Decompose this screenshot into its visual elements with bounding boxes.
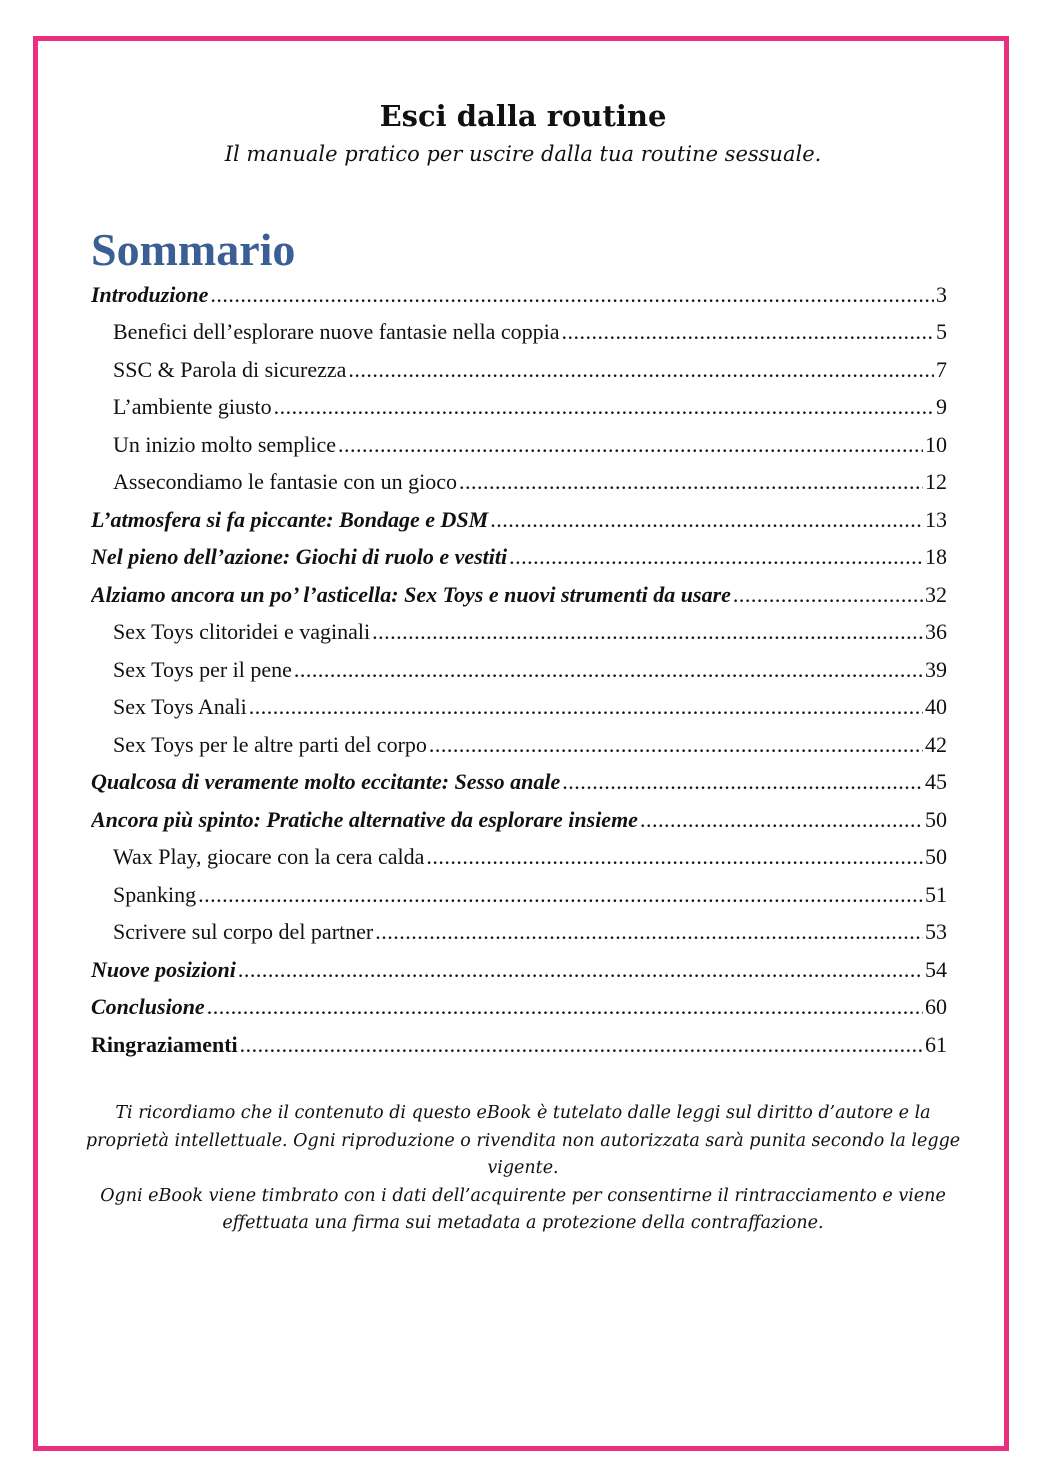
toc-entry-title: L’ambiente giusto bbox=[113, 394, 272, 420]
toc-entry-title: Introduzione bbox=[91, 281, 209, 307]
toc-dot-leader bbox=[274, 393, 934, 421]
toc-entry-title: Sex Toys per le altre parti del corpo bbox=[113, 731, 427, 757]
toc-page-number: 42 bbox=[925, 731, 947, 757]
toc-chapter-entry[interactable] bbox=[91, 1026, 947, 1064]
toc-section-entry[interactable] bbox=[91, 914, 947, 952]
toc-chapter-entry[interactable] bbox=[91, 801, 947, 839]
toc-dot-leader bbox=[338, 431, 923, 459]
book-subtitle: Il manuale pratico per uscire dalla tua routine sessuale. bbox=[224, 142, 822, 166]
toc-section-entry[interactable] bbox=[91, 651, 947, 689]
toc-page-number: 5 bbox=[936, 319, 947, 345]
toc-dot-leader bbox=[459, 468, 923, 496]
book-title: Esci dalla routine bbox=[379, 99, 667, 133]
toc-dot-leader bbox=[562, 768, 923, 796]
toc-dot-leader bbox=[490, 506, 923, 534]
toc-dot-leader bbox=[562, 318, 934, 346]
toc-entry-title: Scrivere sul corpo del partner bbox=[113, 919, 374, 945]
toc-page-number: 13 bbox=[925, 506, 947, 532]
copyright-notice bbox=[80, 1100, 966, 1238]
toc-section-entry[interactable] bbox=[91, 389, 947, 427]
toc-entry-title: Conclusione bbox=[91, 994, 205, 1020]
toc-entry-title: Spanking bbox=[113, 881, 197, 907]
toc-dot-leader bbox=[375, 918, 923, 946]
toc-page-number: 9 bbox=[936, 394, 947, 420]
toc-section-entry[interactable] bbox=[91, 464, 947, 502]
toc-page-number: 45 bbox=[925, 769, 947, 795]
toc-page-number: 10 bbox=[925, 431, 947, 457]
toc-dot-leader bbox=[249, 693, 923, 721]
toc-section-entry[interactable] bbox=[91, 726, 947, 764]
toc-page-number: 53 bbox=[925, 919, 947, 945]
toc-section-entry[interactable] bbox=[91, 689, 947, 727]
table-of-contents bbox=[91, 276, 947, 1064]
toc-section-entry[interactable] bbox=[91, 426, 947, 464]
toc-page-number: 50 bbox=[925, 806, 947, 832]
toc-entry-title: Sex Toys Anali bbox=[113, 694, 247, 720]
tracking-notice-paragraph: Ogni eBook viene timbrato con i dati dell’acquirente per consentirne il rintracciamento e viene effettuata una firma sui metadata a protezione della contraffazione. bbox=[100, 1185, 946, 1233]
toc-entry-title: Qualcosa di veramente molto eccitante: Sesso anale bbox=[91, 769, 561, 795]
toc-entry-title: Ringraziamenti bbox=[91, 1031, 238, 1057]
toc-entry-title: Sex Toys per il pene bbox=[113, 656, 292, 682]
toc-section-entry[interactable] bbox=[91, 314, 947, 352]
toc-chapter-entry[interactable] bbox=[91, 951, 947, 989]
toc-entry-title: Un inizio molto semplice bbox=[113, 431, 337, 457]
toc-page-number: 12 bbox=[925, 469, 947, 495]
toc-dot-leader bbox=[733, 581, 923, 609]
toc-page-number: 61 bbox=[925, 1031, 947, 1057]
toc-dot-leader bbox=[238, 956, 923, 984]
toc-page-number: 3 bbox=[936, 281, 947, 307]
toc-chapter-entry[interactable] bbox=[91, 576, 947, 614]
toc-dot-leader bbox=[429, 731, 923, 759]
toc-page-number: 7 bbox=[936, 356, 947, 382]
copyright-notice-paragraph: Ti ricordiamo che il contenuto di questo eBook è tutelato dalle leggi sul diritto d’autore e la proprietà intellettuale. Ogni riproduzione o rivendita non autorizzata sarà punita secondo la legge vigente. bbox=[85, 1103, 961, 1178]
toc-chapter-entry[interactable] bbox=[91, 276, 947, 314]
toc-entry-title: Nuove posizioni bbox=[91, 956, 236, 982]
toc-chapter-entry[interactable] bbox=[91, 989, 947, 1027]
toc-entry-title: Benefici dell’esplorare nuove fantasie nella coppia bbox=[113, 319, 560, 345]
toc-page-number: 18 bbox=[925, 544, 947, 570]
toc-entry-title: Sex Toys clitoridei e vaginali bbox=[113, 619, 371, 645]
toc-entry-title: Ancora più spinto: Pratiche alternative da esplorare insieme bbox=[91, 806, 638, 832]
toc-dot-leader bbox=[426, 843, 923, 871]
toc-section-entry[interactable] bbox=[91, 351, 947, 389]
toc-dot-leader bbox=[198, 881, 923, 909]
toc-dot-leader bbox=[294, 656, 923, 684]
toc-page-number: 40 bbox=[925, 694, 947, 720]
toc-chapter-entry[interactable] bbox=[91, 501, 947, 539]
toc-section-entry[interactable] bbox=[91, 839, 947, 877]
toc-entry-title: Alziamo ancora un po’ l’asticella: Sex Toys e nuovi strumenti da usare bbox=[91, 581, 731, 607]
toc-chapter-entry[interactable] bbox=[91, 539, 947, 577]
toc-page-number: 39 bbox=[925, 656, 947, 682]
toc-dot-leader bbox=[240, 1031, 923, 1059]
toc-entry-title: SSC & Parola di sicurezza bbox=[113, 356, 347, 382]
toc-page-number: 60 bbox=[925, 994, 947, 1020]
toc-dot-leader bbox=[640, 806, 923, 834]
toc-entry-title: Assecondiamo le fantasie con un gioco bbox=[113, 469, 457, 495]
toc-section-entry[interactable] bbox=[91, 876, 947, 914]
toc-entry-title: Nel pieno dell’azione: Giochi di ruolo e vestiti bbox=[91, 544, 508, 570]
toc-page-number: 51 bbox=[925, 881, 947, 907]
toc-dot-leader bbox=[210, 281, 934, 309]
toc-dot-leader bbox=[348, 356, 934, 384]
toc-dot-leader bbox=[372, 618, 923, 646]
toc-dot-leader bbox=[207, 993, 923, 1021]
toc-dot-leader bbox=[509, 543, 923, 571]
toc-entry-title: L’atmosfera si fa piccante: Bondage e DSM bbox=[91, 506, 489, 532]
toc-page-number: 50 bbox=[925, 844, 947, 870]
toc-heading: Sommario bbox=[91, 224, 296, 275]
toc-page-number: 32 bbox=[925, 581, 947, 607]
toc-page-number: 54 bbox=[925, 956, 947, 982]
toc-entry-title: Wax Play, giocare con la cera calda bbox=[113, 844, 425, 870]
toc-chapter-entry[interactable] bbox=[91, 764, 947, 802]
toc-page-number: 36 bbox=[925, 619, 947, 645]
toc-section-entry[interactable] bbox=[91, 614, 947, 652]
